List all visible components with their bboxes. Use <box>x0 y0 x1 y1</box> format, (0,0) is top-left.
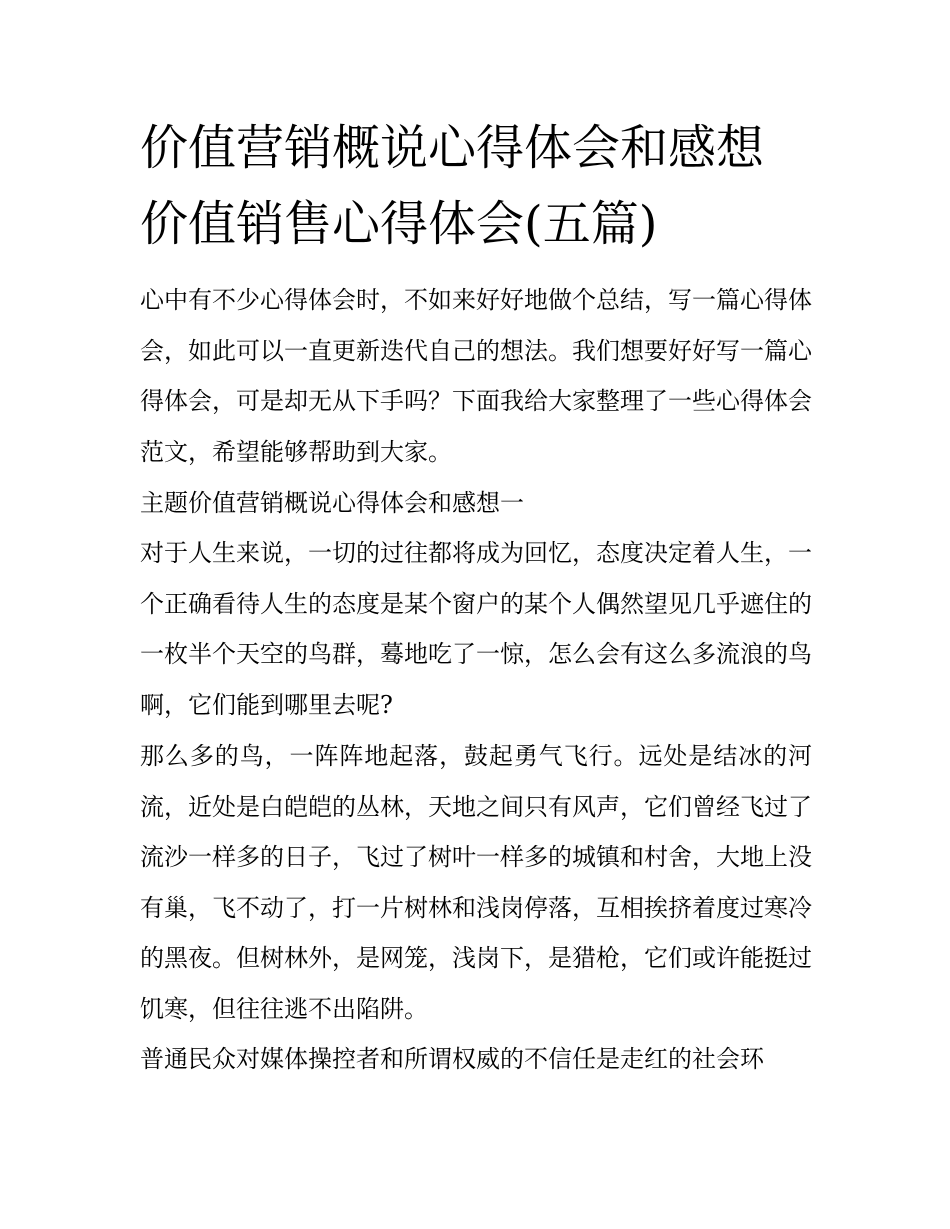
section-subtitle: 主题价值营销概说心得体会和感想一 <box>140 489 524 517</box>
body-paragraph-2: 那么多的鸟，一阵阵地起落，鼓起勇气飞行。远处是结冰的河流，近处是白皑皑的丛林，天地之间只有风声，它们曾经飞过了流沙一样多的日子，飞过了树叶一样多的城镇和村舍，大地上没有巢，飞不动了，打一片树林和浅岗停落，互相挨挤着度过寒冷的黑夜。但树林外，是网笼，浅岗下，是猎枪，它们或许能挺过饥寒，但往往逃不出陷阱。 <box>140 742 812 1023</box>
document-title-line-2: 价值销售心得体会(五篇) <box>140 196 658 252</box>
body-paragraph-3: 普通民众对媒体操控者和所谓权威的不信任是走红的社会环 <box>140 1045 764 1073</box>
intro-paragraph: 心中有不少心得体会时，不如来好好地做个总结，写一篇心得体会，如此可以一直更新迭代自己的想法。我们想要好好写一篇心得体会，可是却无从下手吗？下面我给大家整理了一些心得体会范文，希望能够帮助到大家。 <box>140 286 812 466</box>
body-paragraph-1: 对于人生来说，一切的过往都将成为回忆，态度决定着人生，一个正确看待人生的态度是某个窗户的某个人偶然望见几乎遮住的一枚半个天空的鸟群，蓦地吃了一惊，怎么会有这么多流浪的鸟啊，它们能到哪里去呢? <box>140 539 812 719</box>
document-title-line-1: 价值营销概说心得体会和感想 <box>140 120 765 176</box>
